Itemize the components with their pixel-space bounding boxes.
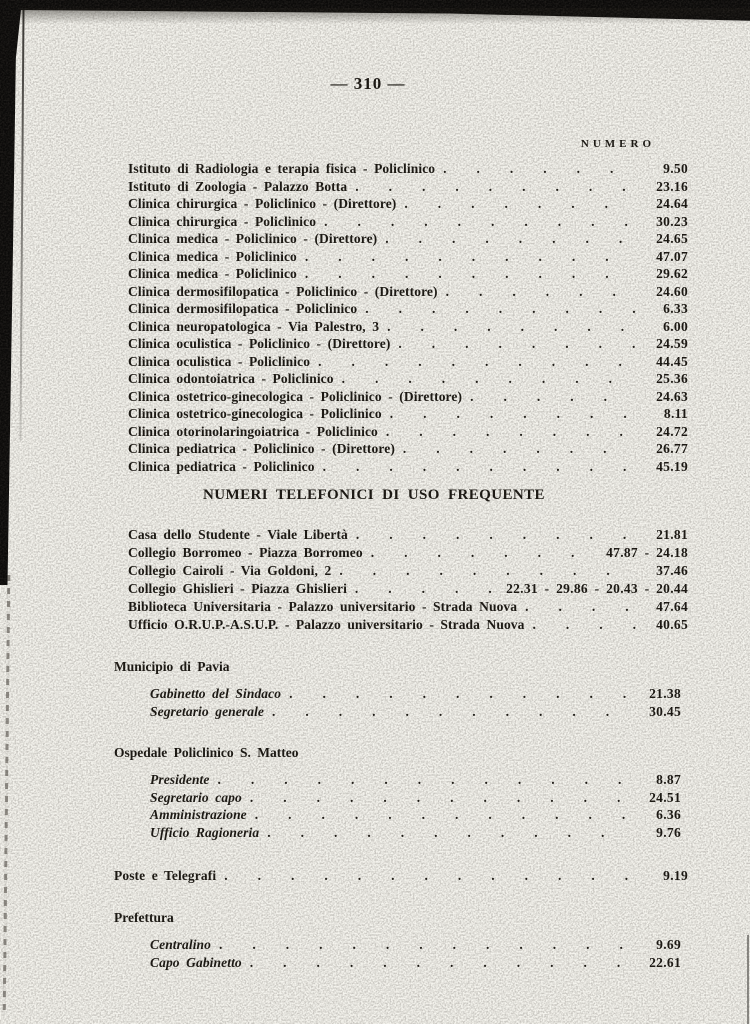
- table-row: [128, 440, 688, 458]
- dot-leader: [404, 195, 636, 213]
- entry-label: Ufficio Ragioneria: [150, 824, 260, 840]
- group-ospedale: [114, 744, 688, 841]
- frequent-list: [128, 526, 688, 634]
- entry-label: Clinica neuropatologica - Via Palestro, 3: [128, 318, 380, 334]
- dot-leader: [443, 160, 636, 178]
- dot-leader: [525, 598, 636, 616]
- table-row: [128, 598, 688, 616]
- group-entries: [128, 936, 688, 971]
- table-row: [128, 178, 688, 196]
- entry-number: 22.31 - 29.86 - 20.43 - 20.44: [506, 581, 688, 596]
- entry-label: Istituto di Radiologia e terapia fisica - Policlinico: [128, 161, 436, 176]
- entry-number: 40.65: [656, 617, 688, 632]
- dot-leader: [403, 440, 636, 458]
- entry-label: Segretario generale: [150, 703, 265, 719]
- dot-leader: [218, 771, 630, 789]
- table-row: [128, 388, 688, 406]
- entry-label: Collegio Borromeo - Piazza Borromeo: [128, 545, 363, 560]
- dot-leader: [386, 423, 636, 441]
- entry-number: 45.19: [656, 458, 688, 474]
- entry-label: Clinica ostetrico-ginecologica - Policlinico: [128, 406, 382, 421]
- group-heading: Poste e Telegrafi: [114, 868, 217, 883]
- entry-number: 24.65: [656, 231, 688, 246]
- entry-number: 29.62: [656, 266, 688, 281]
- entry-number: 9.69: [656, 937, 681, 952]
- table-row: [128, 230, 688, 248]
- table-row: [128, 580, 688, 598]
- entry-label: Capo Gabinetto: [150, 954, 242, 970]
- entry-label: Clinica dermosifilopatica - Policlinico: [128, 301, 358, 316]
- entry-number: 9.50: [663, 161, 688, 176]
- entry-number: 9.19: [663, 868, 688, 883]
- dot-leader: [390, 405, 636, 423]
- numero-column-header: NUMERO: [580, 138, 655, 150]
- entry-number: 30.23: [656, 213, 688, 229]
- table-row: [128, 423, 688, 441]
- entry-number: 44.45: [656, 353, 688, 369]
- entry-number: 26.77: [656, 441, 688, 456]
- entry-number: 21.38: [649, 686, 681, 701]
- entry-label: Centralino: [150, 937, 212, 952]
- entry-label: Ufficio O.R.U.P.-A.S.U.P. - Palazzo universitario - Strada Nuova: [128, 617, 525, 632]
- entry-number: 47.07: [656, 248, 688, 264]
- scan-left-edge-tail: [3, 575, 11, 1015]
- entry-number: 23.16: [656, 178, 688, 194]
- entry-label: Presidente: [150, 772, 210, 787]
- table-row: [128, 195, 688, 213]
- table-row: [128, 544, 688, 562]
- table-row: [128, 405, 688, 423]
- table-row: [128, 265, 688, 283]
- table-row: [128, 526, 688, 544]
- entry-label: Istituto di Zoologia - Palazzo Botta: [128, 178, 348, 194]
- group-prefettura: [114, 909, 688, 971]
- scan-top-shadow: [0, 8, 750, 24]
- dot-leader: [365, 300, 636, 318]
- entry-number: 22.61: [649, 954, 681, 970]
- entry-number: 6.00: [663, 318, 688, 334]
- table-row: [128, 300, 688, 318]
- group-entries: [128, 685, 688, 720]
- entry-label: Casa dello Studente - Viale Libertà: [128, 527, 348, 542]
- table-row: [150, 936, 681, 954]
- entry-number: 21.81: [656, 527, 688, 542]
- dot-leader: [255, 806, 629, 824]
- entry-label: Gabinetto del Sindaco: [150, 686, 282, 701]
- table-row: [150, 954, 681, 972]
- entry-number: 8.11: [663, 406, 688, 421]
- entry-number: 24.64: [656, 196, 688, 211]
- table-row: [128, 458, 688, 476]
- dot-leader: [267, 824, 629, 842]
- entry-label: Clinica odontoiatrica - Policlinico: [128, 371, 334, 386]
- dot-leader: [324, 213, 636, 231]
- entry-label: Clinica pediatrica - Policlinico: [128, 458, 315, 474]
- group-heading: Ospedale Policlinico S. Matteo: [114, 745, 299, 760]
- dot-leader: [224, 867, 636, 885]
- dot-leader: [339, 562, 636, 580]
- group-heading: Municipio di Pavia: [114, 659, 230, 674]
- entry-number: 24.59: [656, 336, 688, 351]
- dot-leader: [342, 370, 636, 388]
- dot-leader: [385, 230, 636, 248]
- dot-leader: [250, 954, 629, 972]
- scan-right-edge-mark: [747, 935, 749, 1024]
- entry-number: 47.64: [656, 599, 688, 614]
- table-row: [128, 213, 688, 231]
- group-heading: Prefettura: [114, 910, 174, 925]
- entry-number: 6.33: [663, 301, 688, 316]
- page-number: — 310 —: [330, 74, 406, 93]
- entry-label: Clinica medica - Policlinico - (Direttore): [128, 231, 378, 246]
- dot-leader: [272, 703, 629, 721]
- entry-label: Amministrazione: [150, 807, 247, 822]
- dot-leader: [533, 616, 636, 634]
- dot-leader: [371, 544, 602, 562]
- table-row: [150, 685, 681, 703]
- entry-label: Biblioteca Universitaria - Palazzo universitario - Strada Nuova: [128, 599, 518, 614]
- entry-label: Collegio Cairoli - Via Goldoni, 2: [128, 563, 332, 578]
- dot-leader: [250, 789, 629, 807]
- group-entries: [128, 771, 688, 841]
- dot-leader: [356, 526, 636, 544]
- dot-leader: [446, 283, 636, 301]
- dot-leader: [323, 458, 636, 476]
- entry-label: Clinica ostetrico-ginecologica - Policlinico - (Direttore): [128, 388, 463, 404]
- entry-label: Segretario capo: [150, 789, 242, 805]
- entry-label: Clinica otorinolaringoiatrica - Policlinico: [128, 423, 378, 439]
- table-row: [150, 703, 681, 721]
- entry-number: 6.36: [656, 807, 681, 822]
- page-content: [114, 160, 688, 971]
- dot-leader: [305, 265, 636, 283]
- entry-number: 30.45: [649, 703, 681, 719]
- entry-label: Clinica chirurgica - Policlinico: [128, 213, 317, 229]
- dot-leader: [355, 580, 502, 598]
- entry-number: 47.87 - 24.18: [606, 545, 688, 560]
- dot-leader: [318, 353, 636, 371]
- group-municipio: [114, 658, 688, 720]
- table-row: [150, 771, 681, 789]
- group-poste: [114, 867, 688, 885]
- table-row: [128, 318, 688, 336]
- dot-leader: [398, 335, 636, 353]
- table-row: [150, 789, 681, 807]
- dot-leader: [289, 685, 629, 703]
- table-row: [128, 616, 688, 634]
- entry-label: Clinica oculistica - Policlinico: [128, 353, 311, 369]
- entry-number: 24.72: [656, 423, 688, 439]
- entry-label: Clinica oculistica - Policlinico - (Direttore): [128, 336, 391, 351]
- entry-number: 37.46: [656, 563, 688, 578]
- entry-label: Clinica medica - Policlinico: [128, 248, 297, 264]
- entry-number: 25.36: [656, 371, 688, 386]
- table-row: [128, 562, 688, 580]
- table-row: [128, 353, 688, 371]
- directory-list: [128, 160, 688, 475]
- entry-number: 24.63: [656, 388, 688, 404]
- entry-label: Collegio Ghislieri - Piazza Ghislieri: [128, 581, 347, 596]
- dot-leader: [470, 388, 636, 406]
- entry-label: Clinica medica - Policlinico: [128, 266, 297, 281]
- entry-number: 8.87: [656, 772, 681, 787]
- dot-leader: [305, 248, 636, 266]
- entry-label: Clinica dermosifilopatica - Policlinico - (Direttore): [128, 283, 438, 299]
- table-row: [128, 335, 688, 353]
- entry-label: Clinica pediatrica - Policlinico - (Direttore): [128, 441, 395, 456]
- table-row: [150, 824, 681, 842]
- entry-number: 24.60: [656, 283, 688, 299]
- dot-leader: [219, 936, 629, 954]
- section-title: NUMERI TELEFONICI DI USO FREQUENTE: [203, 487, 545, 503]
- table-row: [128, 283, 688, 301]
- dot-leader: [355, 178, 636, 196]
- dot-leader: [387, 318, 636, 336]
- entry-label: Clinica chirurgica - Policlinico - (Direttore): [128, 196, 397, 211]
- table-row: [128, 160, 688, 178]
- table-row: [128, 248, 688, 266]
- table-row: [150, 806, 681, 824]
- entry-number: 24.51: [649, 789, 681, 805]
- entry-number: 9.76: [656, 824, 681, 840]
- table-row: [128, 370, 688, 388]
